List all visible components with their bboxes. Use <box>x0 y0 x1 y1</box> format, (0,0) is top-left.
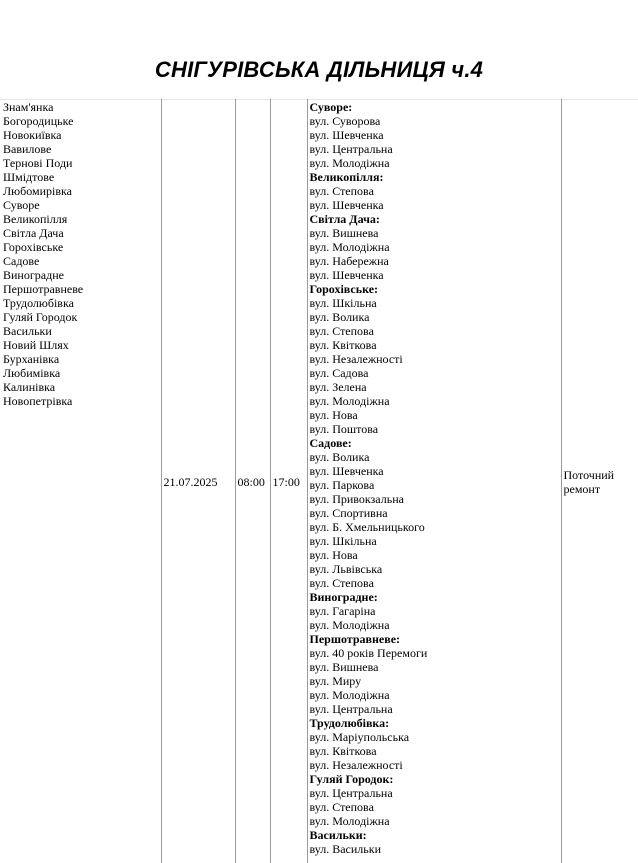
date-cell <box>161 100 235 863</box>
addresses-cell <box>307 100 561 863</box>
village-item: Гуляй Городок <box>3 310 78 324</box>
street-item: вул. Шевченка <box>309 198 384 212</box>
street-item: вул. Набережна <box>309 254 389 268</box>
village-item: Шмідтове <box>3 170 55 184</box>
street-item: вул. Незалежності <box>309 758 403 772</box>
street-item: вул. Садова <box>309 366 369 380</box>
settlement-heading: Васильки: <box>309 828 367 842</box>
villages-cell <box>0 100 161 863</box>
settlement-heading: Виноградне: <box>309 590 378 604</box>
settlement-heading: Світла Дача: <box>309 212 380 226</box>
street-item: вул. Вишнева <box>309 660 379 674</box>
village-item: Трудолюбівка <box>3 296 74 310</box>
street-item: вул. Вишнева <box>309 226 379 240</box>
street-item: вул. Шкільна <box>309 296 377 310</box>
time-to-cell <box>270 100 307 863</box>
street-item: вул. Степова <box>309 324 374 338</box>
village-item: Тернові Поди <box>3 156 73 170</box>
street-item: вул. Квіткова <box>309 338 377 352</box>
village-item: Садове <box>3 254 40 268</box>
street-item: вул. Волика <box>309 310 370 324</box>
village-item: Новокиївка <box>3 128 62 142</box>
village-item: Першотравневе <box>3 282 84 296</box>
settlement-heading: Горохівське: <box>309 282 379 296</box>
street-item: вул. Степова <box>309 576 374 590</box>
street-item: вул. Центральна <box>309 142 393 156</box>
village-item: Новий Шлях <box>3 338 69 352</box>
street-item: вул. Молодіжна <box>309 814 390 828</box>
village-item: Бурханівка <box>3 352 60 366</box>
street-item: вул. Поштова <box>309 422 379 436</box>
village-item: Богородицьке <box>3 114 74 128</box>
street-item: вул. Шевченка <box>309 464 384 478</box>
street-item: вул. Львівська <box>309 562 383 576</box>
street-item: вул. Степова <box>309 184 374 198</box>
village-item: Знам'янка <box>3 100 54 114</box>
street-item: вул. Маріупольська <box>309 730 410 744</box>
street-item: вул. Суворова <box>309 114 381 128</box>
street-item: вул. Центральна <box>309 786 393 800</box>
street-item: вул. Молодіжна <box>309 688 390 702</box>
street-item: вул. Шкільна <box>309 534 377 548</box>
village-item: Горохівське <box>3 240 64 254</box>
settlement-heading: Суворе: <box>309 100 353 114</box>
village-item: Новопетрівка <box>3 394 73 408</box>
street-item: вул. Волика <box>309 450 370 464</box>
page-title: СНІГУРІВСЬКА ДІЛЬНИЦЯ ч.4 <box>154 57 484 82</box>
time-from-cell <box>235 100 270 863</box>
street-item: вул. Спортивна <box>309 506 388 520</box>
street-item: вул. Квіткова <box>309 744 377 758</box>
street-item: вул. Зелена <box>309 380 367 394</box>
village-item: Любимівка <box>3 366 61 380</box>
village-item: Вавилове <box>3 142 52 156</box>
street-item: вул. Молодіжна <box>309 394 390 408</box>
street-item: вул. Степова <box>309 800 374 814</box>
street-item: вул. Шевченка <box>309 268 384 282</box>
work-type-cell <box>561 100 638 863</box>
outage-date: 21.07.2025 <box>163 474 218 489</box>
time-from: 08:00 <box>237 474 265 489</box>
street-item: вул. Нова <box>309 408 358 422</box>
street-item: вул. Паркова <box>309 478 375 492</box>
work-type <box>564 468 637 496</box>
village-item: Суворе <box>3 198 40 212</box>
work-type-line-1: Поточний <box>563 467 615 482</box>
villages-list <box>3 100 159 408</box>
village-item: Васильки <box>3 324 52 338</box>
street-item: вул. Васильки <box>309 842 382 856</box>
street-item: вул. Б. Хмельницького <box>309 520 425 534</box>
street-item: вул. Молодіжна <box>309 156 390 170</box>
settlement-heading: Трудолюбівка: <box>309 716 390 730</box>
village-item: Виноградне <box>3 268 64 282</box>
settlement-heading: Першотравневе: <box>309 632 401 646</box>
street-item: вул. Незалежності <box>309 352 403 366</box>
street-item: вул. Привокзальна <box>309 492 404 506</box>
street-item: вул. Молодіжна <box>309 618 390 632</box>
street-item: вул. Центральна <box>309 702 393 716</box>
village-item: Великопілля <box>3 212 68 226</box>
village-item: Калинівка <box>3 380 56 394</box>
settlement-heading: Великопілля: <box>309 170 384 184</box>
outage-schedule-table <box>0 99 638 863</box>
village-item: Світла Дача <box>3 226 64 240</box>
street-item: вул. Нова <box>309 548 358 562</box>
street-item: вул. Шевченка <box>309 128 384 142</box>
time-to: 17:00 <box>272 474 300 489</box>
village-item: Любомирівка <box>3 184 72 198</box>
street-item: вул. Молодіжна <box>309 240 390 254</box>
street-item: вул. Миру <box>309 674 362 688</box>
table-row <box>0 100 638 863</box>
settlement-heading: Гуляй Городок: <box>309 772 394 786</box>
address-list <box>310 100 559 856</box>
street-item: вул. 40 років Перемоги <box>309 646 428 660</box>
street-item: вул. Гагаріна <box>309 604 376 618</box>
work-type-line-2: ремонт <box>563 481 601 496</box>
settlement-heading: Садове: <box>309 436 352 450</box>
